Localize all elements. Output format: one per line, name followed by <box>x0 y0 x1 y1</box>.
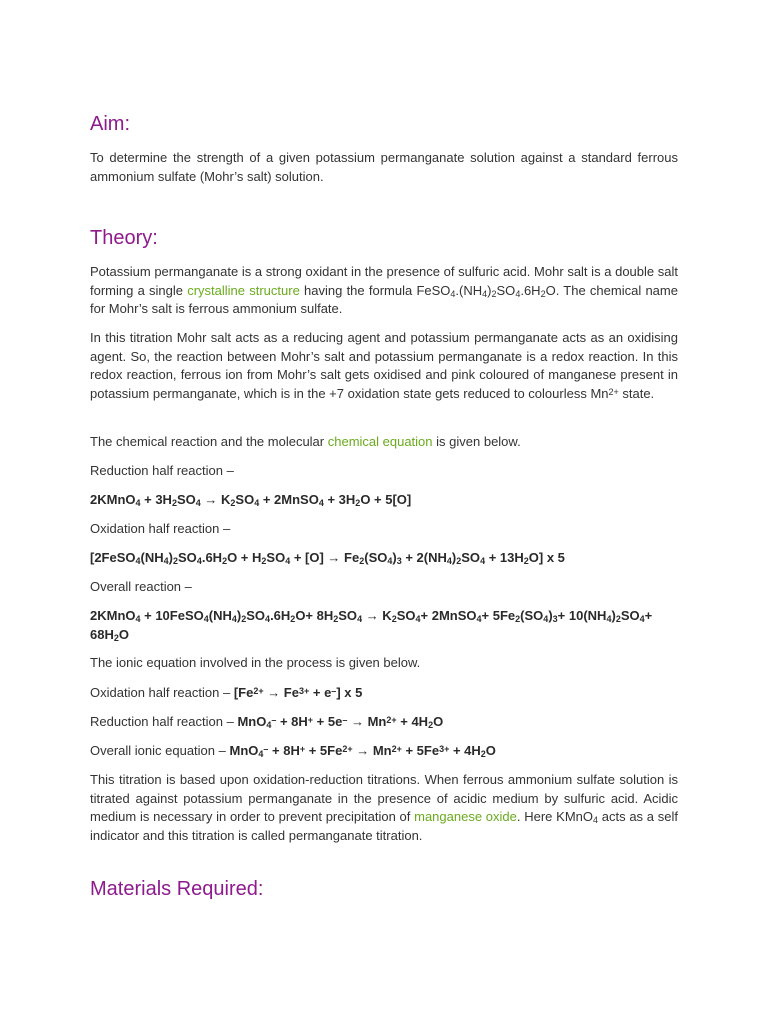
overall-reaction-equation: 2KMnO$_4$ + $10FeSO_4(NH_4)_2SO_4.6H_2O+ 8H_2SO_4 \to K_2SO_4+$ 2MnSO$_4$+ $5Fe_2(SO_4)_3+ 10(NH_4)_2SO_4+ 68H_2O$ <box>90 608 653 643</box>
theory-heading: Theory: <box>90 227 158 249</box>
crystalline-structure-link[interactable]: crystalline structure <box>187 282 300 298</box>
materials-heading: Materials Required: <box>90 878 264 900</box>
oxidation-half-label: Oxidation half reaction – <box>90 521 231 536</box>
manganese-ion: $Mn^{2+}$ <box>590 385 619 401</box>
reduction-half-label: Reduction half reaction – <box>90 463 234 478</box>
reduction-half-equation: 2KMnO$_4$ + $3H_2SO_4 \to K_2SO_4$ + 2MnSO$_4$ + $3H_2O + 5[O]$ <box>90 492 412 508</box>
oxidation-half-equation: $[2FeSO_4(NH_4)_2SO_4.6H_2O + H_2SO_4 + [O] \to Fe_2(SO_4)_3 + 2(NH_4)_2SO_4 + 13H_2O]$ x 5 <box>90 550 565 566</box>
theory-paragraph-3: The chemical reaction and the molecular chemical equation is given below. <box>90 434 521 449</box>
theory-paragraph-1: Potassium permanganate is a strong oxidant in the presence of sulfuric acid. Mohr salt is a double salt forming a single crystalline structure having the formula $FeSO_4.(NH_4)_2SO_4.6H_2O$. The chemical name for Mohr’s salt is ferrous ammonium sulfate. <box>90 264 678 317</box>
mohr-salt-formula: $FeSO_4.(NH_4)_2SO_4.6H_2O$ <box>416 282 556 299</box>
theory-paragraph-last: This titration is based upon oxidation-reduction titrations. When ferrous ammonium sulfate solution is titrated against potassium permanganate in the presence of acidic medium by sulfuric acid. Acidic medium is necessary in order to prevent precipitation of manganese oxide. Here KMnO$_4$ acts as a self indicator and this titration is called permanganate titration. <box>90 772 678 843</box>
theory-paragraph-2: In this titration Mohr salt acts as a reducing agent and potassium permanganate acts as an oxidising agent. So, the reaction between Mohr’s salt and potassium permanganate is a redox reaction. In this redox reaction, ferrous ion from Mohr’s salt gets oxidised and pink coloured of manganese present in potassium permanganate, which is in the +7 oxidation state gets reduced to colourless $Mn^{2+}$ state. <box>90 330 678 401</box>
aim-text: To determine the strength of a given potassium permanganate solution against a standard ferrous ammonium sulfate (Mohr’s salt) solution. <box>90 150 678 184</box>
ionic-intro: The ionic equation involved in the process is given below. <box>90 655 421 670</box>
ionic-overall-line: Overall ionic equation – $MnO_4^- + 8H^+ + 5Fe^{2+} \to Mn^{2+} + 5Fe^{3+} + 4H_2O$ <box>90 743 496 759</box>
aim-heading: Aim: <box>90 113 130 135</box>
manganese-oxide-link[interactable]: manganese oxide <box>414 809 517 825</box>
kmno4-formula: KMnO$_4$ <box>556 809 599 826</box>
ionic-oxidation-line: Oxidation half reaction – $[Fe^{2+} \to Fe^{3+} + e^-]$ x 5 <box>90 685 363 700</box>
chemical-equation-link[interactable]: chemical equation <box>327 434 433 449</box>
overall-reaction-label: Overall reaction – <box>90 579 192 594</box>
ionic-reduction-line: Reduction half reaction – $MnO_4^- + 8H^+ + 5e^- \to Mn^{2+} + 4H_2O$ <box>90 714 444 730</box>
